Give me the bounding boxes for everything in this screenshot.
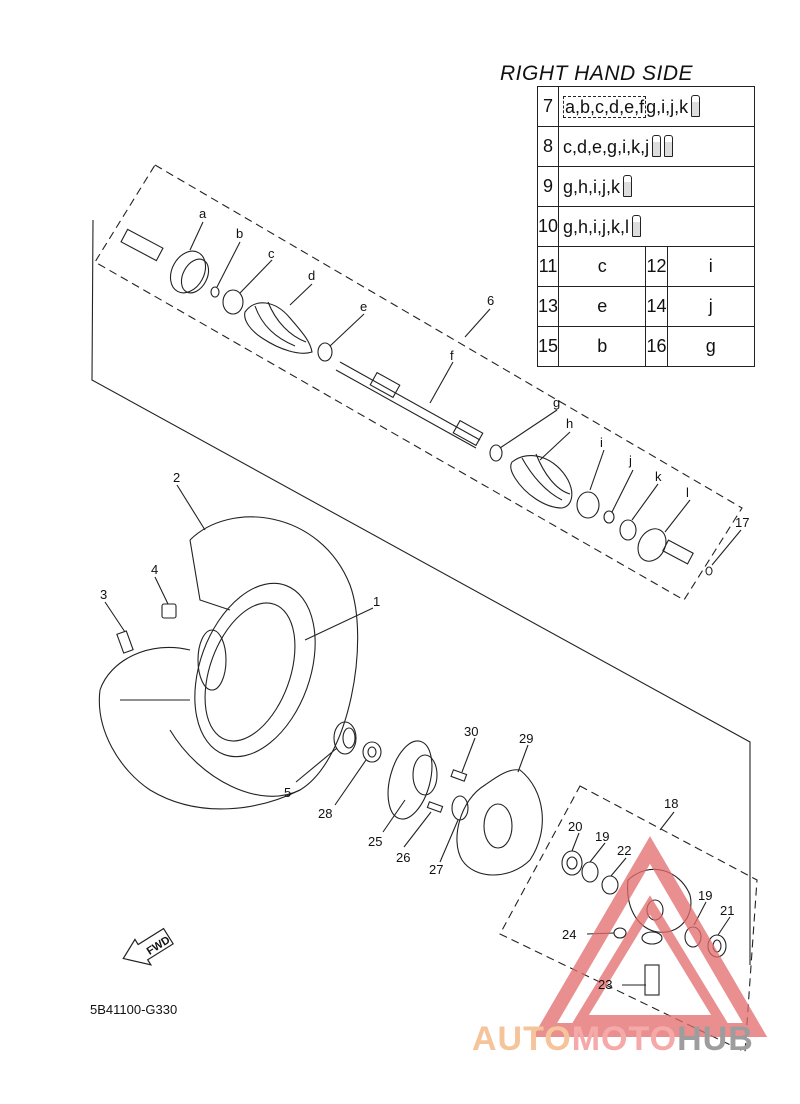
callout-label: 18 bbox=[664, 796, 679, 811]
hub-25 bbox=[380, 736, 439, 824]
clip-j bbox=[604, 511, 614, 523]
kit-row bbox=[538, 87, 755, 127]
page-title: RIGHT HAND SIDE bbox=[500, 62, 694, 85]
o-ring-27 bbox=[452, 796, 468, 820]
callout-label: 3 bbox=[100, 587, 108, 602]
grease-tube-icon bbox=[691, 95, 700, 117]
callout-label: 28 bbox=[318, 806, 333, 821]
callout-label: 19 bbox=[698, 888, 713, 903]
grease-tube-icon bbox=[623, 175, 632, 197]
callout-label: 25 bbox=[368, 834, 383, 849]
fwd-label: FWD bbox=[144, 934, 173, 958]
callout-label: g bbox=[553, 395, 561, 410]
callout-label: 22 bbox=[617, 843, 632, 858]
row-parts: c,d,e,g,i,k,j bbox=[563, 137, 650, 157]
boot-d bbox=[245, 302, 312, 353]
shaft-f bbox=[336, 362, 483, 448]
callout-label: 4 bbox=[151, 562, 159, 577]
kit-row bbox=[538, 127, 755, 167]
callout-label: f bbox=[450, 348, 454, 363]
callout-label: 26 bbox=[396, 850, 411, 865]
brake-disc-29 bbox=[457, 770, 542, 875]
callout-label: 19 bbox=[595, 829, 610, 844]
callout-label: e bbox=[360, 299, 368, 314]
callout-label: 6 bbox=[487, 293, 495, 308]
part-letter: j bbox=[667, 287, 754, 327]
row-number: 8 bbox=[538, 127, 559, 167]
kit-row bbox=[538, 207, 755, 247]
boot-h bbox=[511, 454, 572, 508]
callout-label: 2 bbox=[173, 470, 181, 485]
row-number: 15 bbox=[538, 327, 559, 367]
callout-label: b bbox=[236, 226, 244, 241]
bolt-30 bbox=[451, 770, 467, 781]
row-number: 10 bbox=[538, 207, 559, 247]
callout-label: 30 bbox=[464, 724, 479, 739]
callout-label: a bbox=[199, 206, 207, 221]
watermark-triangle-icon bbox=[545, 850, 755, 1030]
clip-b bbox=[211, 287, 219, 297]
part-letter: i bbox=[667, 247, 754, 287]
callout-label: 5 bbox=[284, 785, 292, 800]
band-c bbox=[223, 290, 243, 314]
stud-3 bbox=[117, 631, 133, 653]
callout-label: 24 bbox=[562, 927, 577, 942]
callout-label: l bbox=[686, 485, 689, 500]
row-number: 14 bbox=[646, 287, 667, 327]
callout-label: h bbox=[566, 416, 574, 431]
bearing-20 bbox=[562, 851, 582, 875]
row-parts: g,i,j,k bbox=[646, 97, 689, 117]
callout-label: 17 bbox=[735, 515, 750, 530]
nut-4 bbox=[162, 604, 176, 618]
callout-label: i bbox=[600, 435, 603, 450]
outer-cv-joint-a bbox=[121, 229, 214, 299]
tire-2 bbox=[99, 517, 357, 809]
callout-label: k bbox=[655, 469, 662, 484]
bearing-5 bbox=[334, 722, 356, 754]
ring-22 bbox=[602, 876, 618, 894]
circlip-k bbox=[620, 520, 636, 540]
callout-label: 27 bbox=[429, 862, 444, 877]
grease-tube-icon bbox=[632, 215, 641, 237]
clip-17 bbox=[706, 567, 712, 575]
kit-pair-row bbox=[538, 287, 755, 327]
callout-label: 20 bbox=[568, 819, 583, 834]
callout-label: 21 bbox=[720, 903, 735, 918]
row-number: 7 bbox=[538, 87, 559, 127]
callout-label: d bbox=[308, 268, 316, 283]
row-parts: g,h,i,j,k bbox=[563, 177, 621, 197]
callout-label: 23 bbox=[598, 977, 613, 992]
kit-table bbox=[537, 86, 755, 367]
callout-label: 1 bbox=[373, 594, 381, 609]
row-number: 16 bbox=[646, 327, 667, 367]
row-number: 11 bbox=[538, 247, 559, 287]
callout-label: c bbox=[268, 246, 275, 261]
seal-19-upper bbox=[582, 862, 598, 882]
grease-tube-icon bbox=[652, 135, 661, 157]
part-letter: g bbox=[667, 327, 754, 367]
watermark-moto: MOTO bbox=[571, 1020, 678, 1058]
row-number: 13 bbox=[538, 287, 559, 327]
row-parts: g,h,i,j,k,l bbox=[563, 217, 630, 237]
kit-pair-row bbox=[538, 247, 755, 287]
band-i bbox=[577, 492, 599, 518]
grease-tube-icon bbox=[664, 135, 673, 157]
nut-28 bbox=[363, 742, 381, 762]
row-number: 12 bbox=[646, 247, 667, 287]
watermark-text bbox=[472, 1020, 754, 1059]
wheel-rim-1 bbox=[173, 567, 338, 774]
callout-label: j bbox=[629, 453, 632, 468]
pin-24 bbox=[614, 928, 626, 938]
inner-cv-joint-l bbox=[633, 524, 694, 566]
watermark-auto: AUTO bbox=[472, 1020, 572, 1058]
diagram-code: 5B41100-G330 bbox=[90, 1002, 178, 1017]
forward-arrow-icon bbox=[118, 924, 176, 976]
row-number: 9 bbox=[538, 167, 559, 207]
watermark-hub: HUB bbox=[677, 1020, 754, 1058]
part-letter: e bbox=[559, 287, 646, 327]
part-letter: c bbox=[559, 247, 646, 287]
part-letter: b bbox=[559, 327, 646, 367]
kit-pair-row bbox=[538, 327, 755, 367]
bolt-26 bbox=[427, 802, 442, 812]
callout-label: 29 bbox=[519, 731, 534, 746]
kit-row bbox=[538, 167, 755, 207]
boxed-parts: a,b,c,d,e,f bbox=[565, 97, 645, 117]
